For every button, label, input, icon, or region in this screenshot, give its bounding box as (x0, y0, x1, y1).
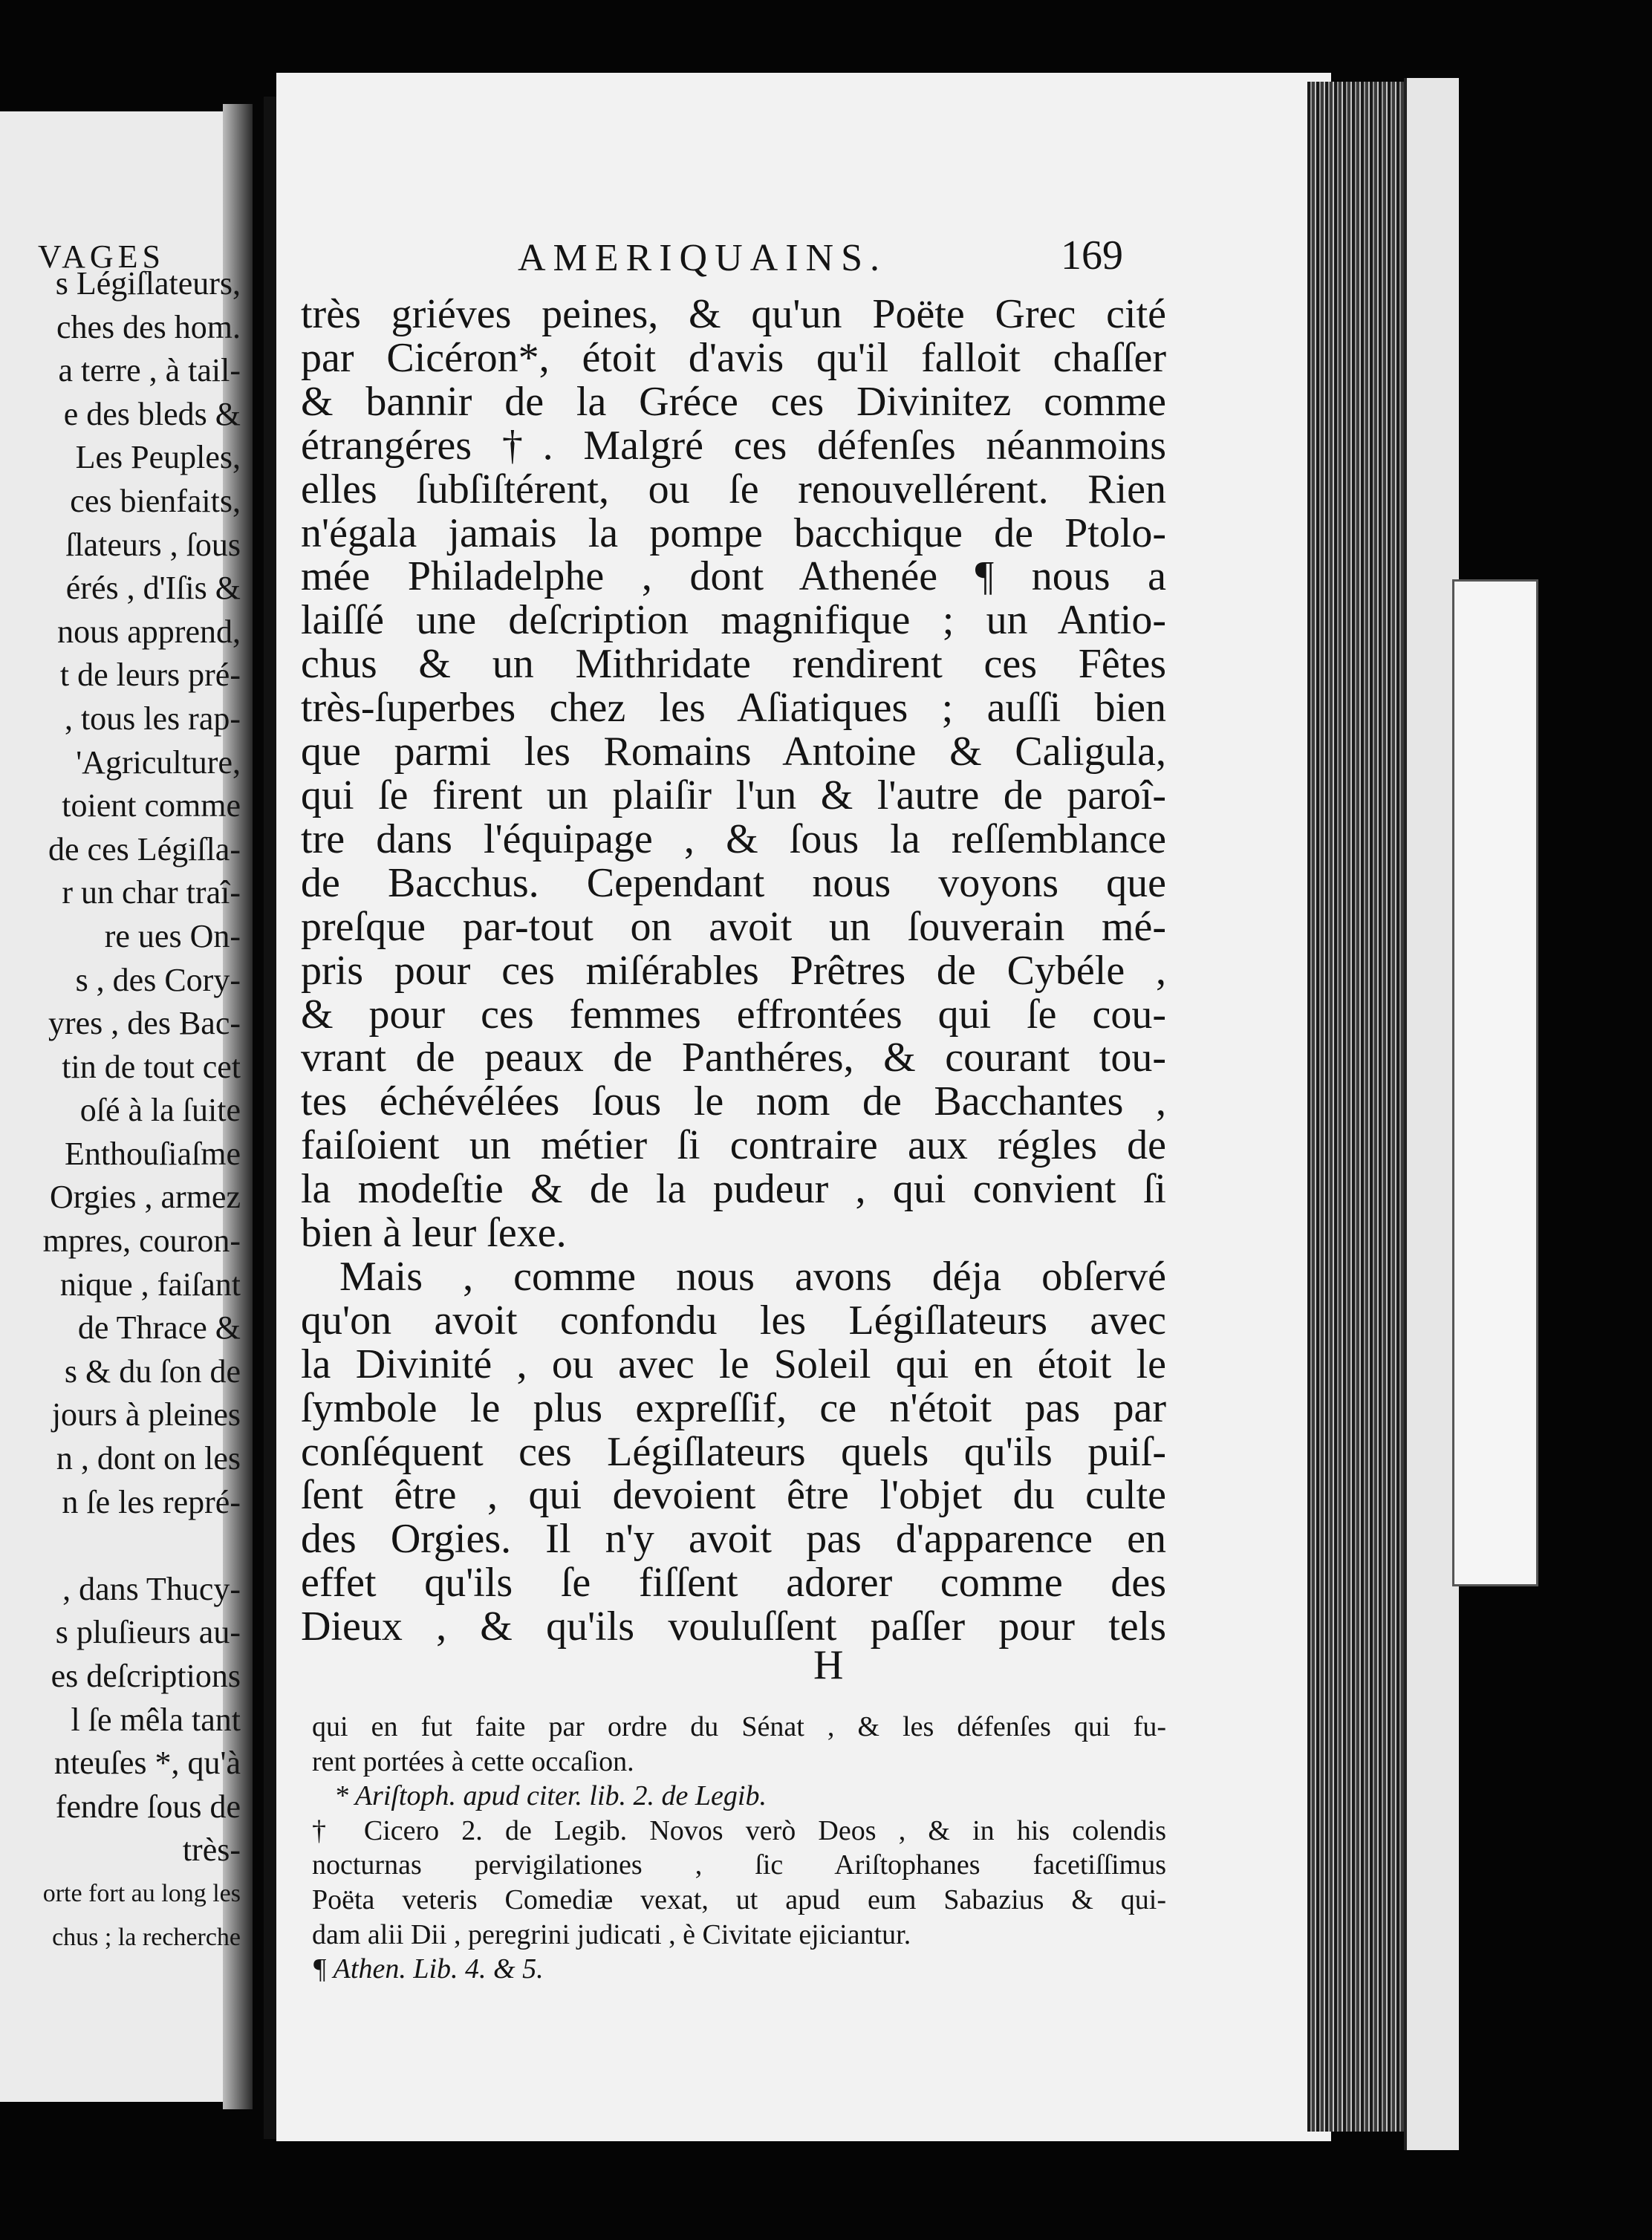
body-line: que parmi les Romains Antoine & Caligula, (301, 729, 1166, 775)
left-line: l ſe mêla tant (71, 1701, 241, 1738)
left-line: jours à pleines (51, 1396, 241, 1433)
left-line: de Thrace & (77, 1309, 241, 1347)
body-line: chus & un Mithridate rendirent ces Fêtes (301, 641, 1166, 688)
left-line: nteuſes *, qu'à (53, 1745, 241, 1782)
body-line: preſque par-tout on avoit un ſouverain mé- (301, 903, 1166, 950)
left-line: ſlateurs , ſous (65, 526, 241, 563)
body-line: très-ſuperbes chez les Aſiatiques ; auſſi bien (301, 685, 1166, 732)
left-page-text (4, 262, 241, 1959)
left-line: re ues On- (104, 917, 241, 954)
body-text (301, 293, 1166, 1649)
left-line: nique , faiſant (59, 1266, 241, 1303)
body-line: & bannir de la Gréce ces Divinitez comme (301, 378, 1166, 425)
left-line: nous apprend, (57, 613, 241, 650)
left-line: a terre , à tail- (58, 352, 241, 389)
body-line: la modeſtie & de la pudeur , qui convient ſi (301, 1166, 1166, 1213)
body-line: effet qu'ils ſe fiſſent adorer comme des (301, 1560, 1166, 1606)
left-running-header: VAGES (37, 238, 165, 275)
body-line: Mais , comme nous avons déja obſervé (339, 1253, 1166, 1300)
left-line: chus ; la recherche (52, 1923, 241, 1951)
left-line: 'Agriculture, (76, 743, 241, 781)
left-line: , dans Thucy- (62, 1570, 241, 1607)
body-line: qui ſe firent un plaiſir l'un & l'autre de paroî- (301, 772, 1166, 818)
body-line: bien à leur ſexe. (301, 1210, 567, 1257)
signature-mark: H (813, 1642, 844, 1688)
left-line: toient comme (62, 787, 241, 824)
body-line: mée Philadelphe , dont Athenée ¶ nous a (301, 553, 1166, 600)
paper-tab (1452, 579, 1538, 1586)
body-line: de Bacchus. Cependant nous voyons que (301, 859, 1166, 906)
footnotes (312, 1710, 1166, 1987)
left-line: Enthouſiaſme (64, 1135, 241, 1172)
left-line: es deſcriptions (51, 1658, 241, 1694)
body-line: étrangéres †. Malgré ces défenſes néanmoins (301, 422, 1166, 469)
left-line: Orgies , armez (50, 1179, 241, 1216)
body-line: tes échévélées ſous le nom de Bacchantes , (301, 1078, 1166, 1125)
footnote-line: ¶ Athen. Lib. 4. & 5. (312, 1953, 544, 1985)
body-line: très griéves peines, & qu'un Poëte Grec cité (301, 291, 1166, 337)
body-line: laiſſé une deſcription magnifique ; un Antio- (301, 597, 1166, 644)
left-line: , tous les rap- (64, 700, 241, 737)
body-line: & pour ces femmes effrontées qui ſe cou- (301, 991, 1166, 1038)
left-line: e des bleds & (63, 395, 241, 432)
page-edges (1307, 82, 1404, 2132)
left-line: orte fort au long les (42, 1879, 241, 1907)
body-line: elles ſubſiſtérent, ou ſe renouvellérent. Rien (301, 466, 1166, 512)
left-line: s pluſieurs au- (55, 1614, 241, 1651)
left-line: s , des Cory- (75, 961, 241, 998)
left-line: tin de tout cet (62, 1048, 241, 1085)
body-line: ſent être , qui devoient être l'objet du culte (301, 1472, 1166, 1519)
body-line: tre dans l'équipage , & ſous la reſſemblance (301, 815, 1166, 862)
page-number: 169 (1061, 232, 1123, 279)
running-header-title: AMERIQUAINS. (518, 237, 887, 279)
body-line: des Orgies. Il n'y avoit pas d'apparence en (301, 1516, 1166, 1563)
footnote-line: nocturnas pervigilationes , ſic Ariſtophanes facetiſſimus (312, 1849, 1166, 1881)
left-line: fendre ſous de (55, 1788, 241, 1825)
left-line: n ſe les repré- (62, 1483, 241, 1520)
body-line: la Divinité , ou avec le Soleil qui en étoit le (301, 1341, 1166, 1387)
body-line: pris pour ces miſérables Prêtres de Cybéle , (301, 947, 1166, 994)
body-line: conſéquent ces Légiſlateurs quels qu'ils puiſ- (301, 1428, 1166, 1475)
footnote-line: qui en fut faite par ordre du Sénat , & les défenſes qui fu- (312, 1711, 1166, 1742)
left-line (4, 1524, 241, 1568)
left-line: ches des hom. (56, 308, 241, 345)
left-line: s Légiſlateurs, (55, 265, 241, 302)
left-line: r un char traî- (62, 874, 241, 911)
left-line: s & du ſon de (64, 1352, 241, 1390)
left-line: oſé à la ſuite (79, 1092, 241, 1129)
footnote-line: * Ariſtoph. apud citer. lib. 2. de Legib. (334, 1780, 767, 1812)
left-line: érés , d'Iſis & (65, 570, 241, 607)
left-line: de ces Légiſla- (48, 830, 241, 867)
body-line: qu'on avoit confondu les Légiſlateurs avec (301, 1297, 1166, 1344)
left-line: n , dont on les (56, 1440, 241, 1477)
body-line: Dieux , & qu'ils vouluſſent paſſer pour tels (301, 1604, 1166, 1650)
footnote-line: rent portées à cette occaſion. (312, 1745, 634, 1777)
book-cover (1404, 78, 1459, 2150)
body-line: n'égala jamais la pompe bacchique de Ptolo- (301, 509, 1166, 556)
left-line: Les Peuples, (75, 439, 241, 476)
left-line: yres , des Bac- (48, 1005, 241, 1042)
left-line: mpres, couron- (42, 1222, 241, 1260)
footnote-line: Poëta veteris Comediæ vexat, ut apud eum Sabazius & qui- (312, 1884, 1166, 1915)
footnote-line: dam alii Dii , peregrini judicati , è Civitate ejiciantur. (312, 1918, 911, 1950)
body-line: par Cicéron*, étoit d'avis qu'il falloit chaſſer (301, 334, 1166, 381)
body-line: vrant de peaux de Panthéres, & courant tou- (301, 1035, 1166, 1081)
left-line: t de leurs pré- (59, 657, 241, 694)
left-line: très- (182, 1832, 241, 1869)
left-line: ces bienfaits, (70, 482, 241, 519)
body-line: faiſoient un métier ſi contraire aux régles de (301, 1122, 1166, 1169)
footnote-line: † Cicero 2. de Legib. Novos verò Deos , & in his colendis (312, 1814, 1166, 1846)
body-line: ſymbole le plus expreſſif, ce n'étoit pas par (301, 1384, 1166, 1431)
